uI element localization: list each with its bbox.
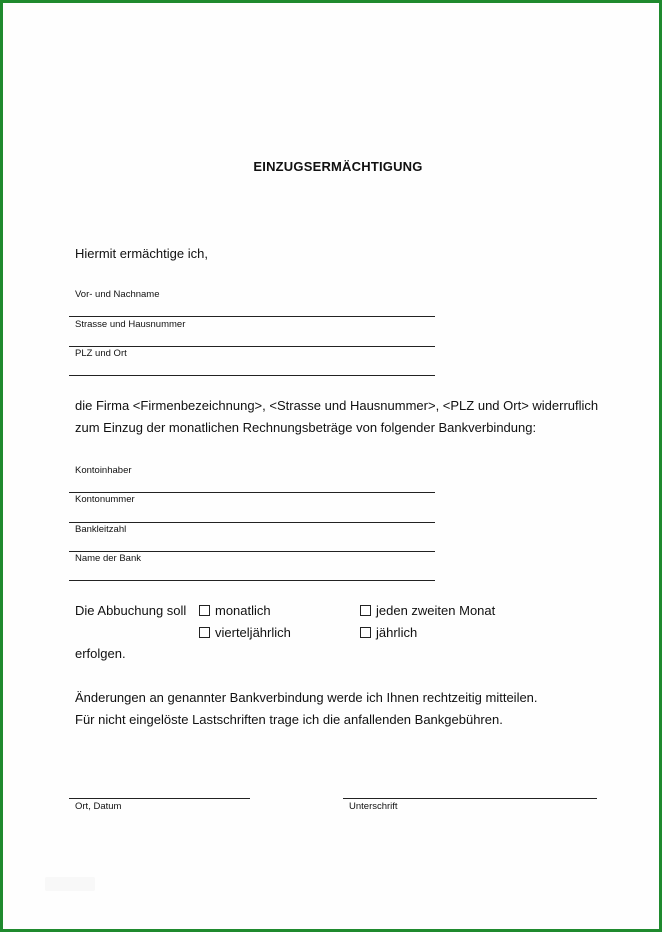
intro-text: Hiermit ermächtige ich,: [75, 246, 208, 261]
bank-code-label: Bankleitzahl: [75, 524, 127, 535]
faint-watermark-mark: [45, 877, 95, 891]
company-text-line-2: zum Einzug der monatlichen Rechnungsbeträge von folgender Bankverbindung:: [75, 420, 537, 435]
quarterly-checkbox[interactable]: [199, 627, 210, 638]
city-field-line[interactable]: [69, 375, 435, 376]
yearly-label: jährlich: [376, 625, 418, 640]
name-field-label: Vor- und Nachname: [75, 289, 160, 300]
notice-line-1: Änderungen an genannter Bankverbindung werde ich Ihnen rechtzeitig mitteilen.: [75, 690, 538, 705]
signature-line[interactable]: [343, 798, 597, 799]
every-second-month-label: jeden zweiten Monat: [376, 603, 496, 618]
account-number-line[interactable]: [69, 522, 435, 523]
account-holder-line[interactable]: [69, 492, 435, 493]
account-number-label: Kontonummer: [75, 494, 135, 505]
place-date-label: Ort, Datum: [75, 801, 122, 812]
place-date-line[interactable]: [69, 798, 250, 799]
debit-label: Die Abbuchung soll: [75, 603, 187, 618]
quarterly-label: vierteljährlich: [215, 625, 291, 640]
account-holder-label: Kontoinhaber: [75, 465, 132, 476]
document-title: EINZUGSERMÄCHTIGUNG: [253, 159, 423, 174]
debit-suffix: erfolgen.: [75, 646, 126, 661]
bank-name-line[interactable]: [69, 580, 435, 581]
signature-label: Unterschrift: [349, 801, 398, 812]
monthly-label: monatlich: [215, 603, 271, 618]
yearly-checkbox[interactable]: [360, 627, 371, 638]
bank-code-line[interactable]: [69, 551, 435, 552]
bank-name-label: Name der Bank: [75, 553, 142, 564]
street-field-label: Strasse und Hausnummer: [75, 319, 186, 330]
every-second-month-checkbox[interactable]: [360, 605, 371, 616]
notice-line-2: Für nicht eingelöste Lastschriften trage ich die anfallenden Bankgebühren.: [75, 712, 503, 727]
company-text-line-1: die Firma <Firmenbezeichnung>, <Strasse und Hausnummer>, <PLZ und Ort> widerruflich: [75, 398, 599, 413]
city-field-label: PLZ und Ort: [75, 348, 127, 359]
street-field-line[interactable]: [69, 346, 435, 347]
monthly-checkbox[interactable]: [199, 605, 210, 616]
name-field-line[interactable]: [69, 316, 435, 317]
